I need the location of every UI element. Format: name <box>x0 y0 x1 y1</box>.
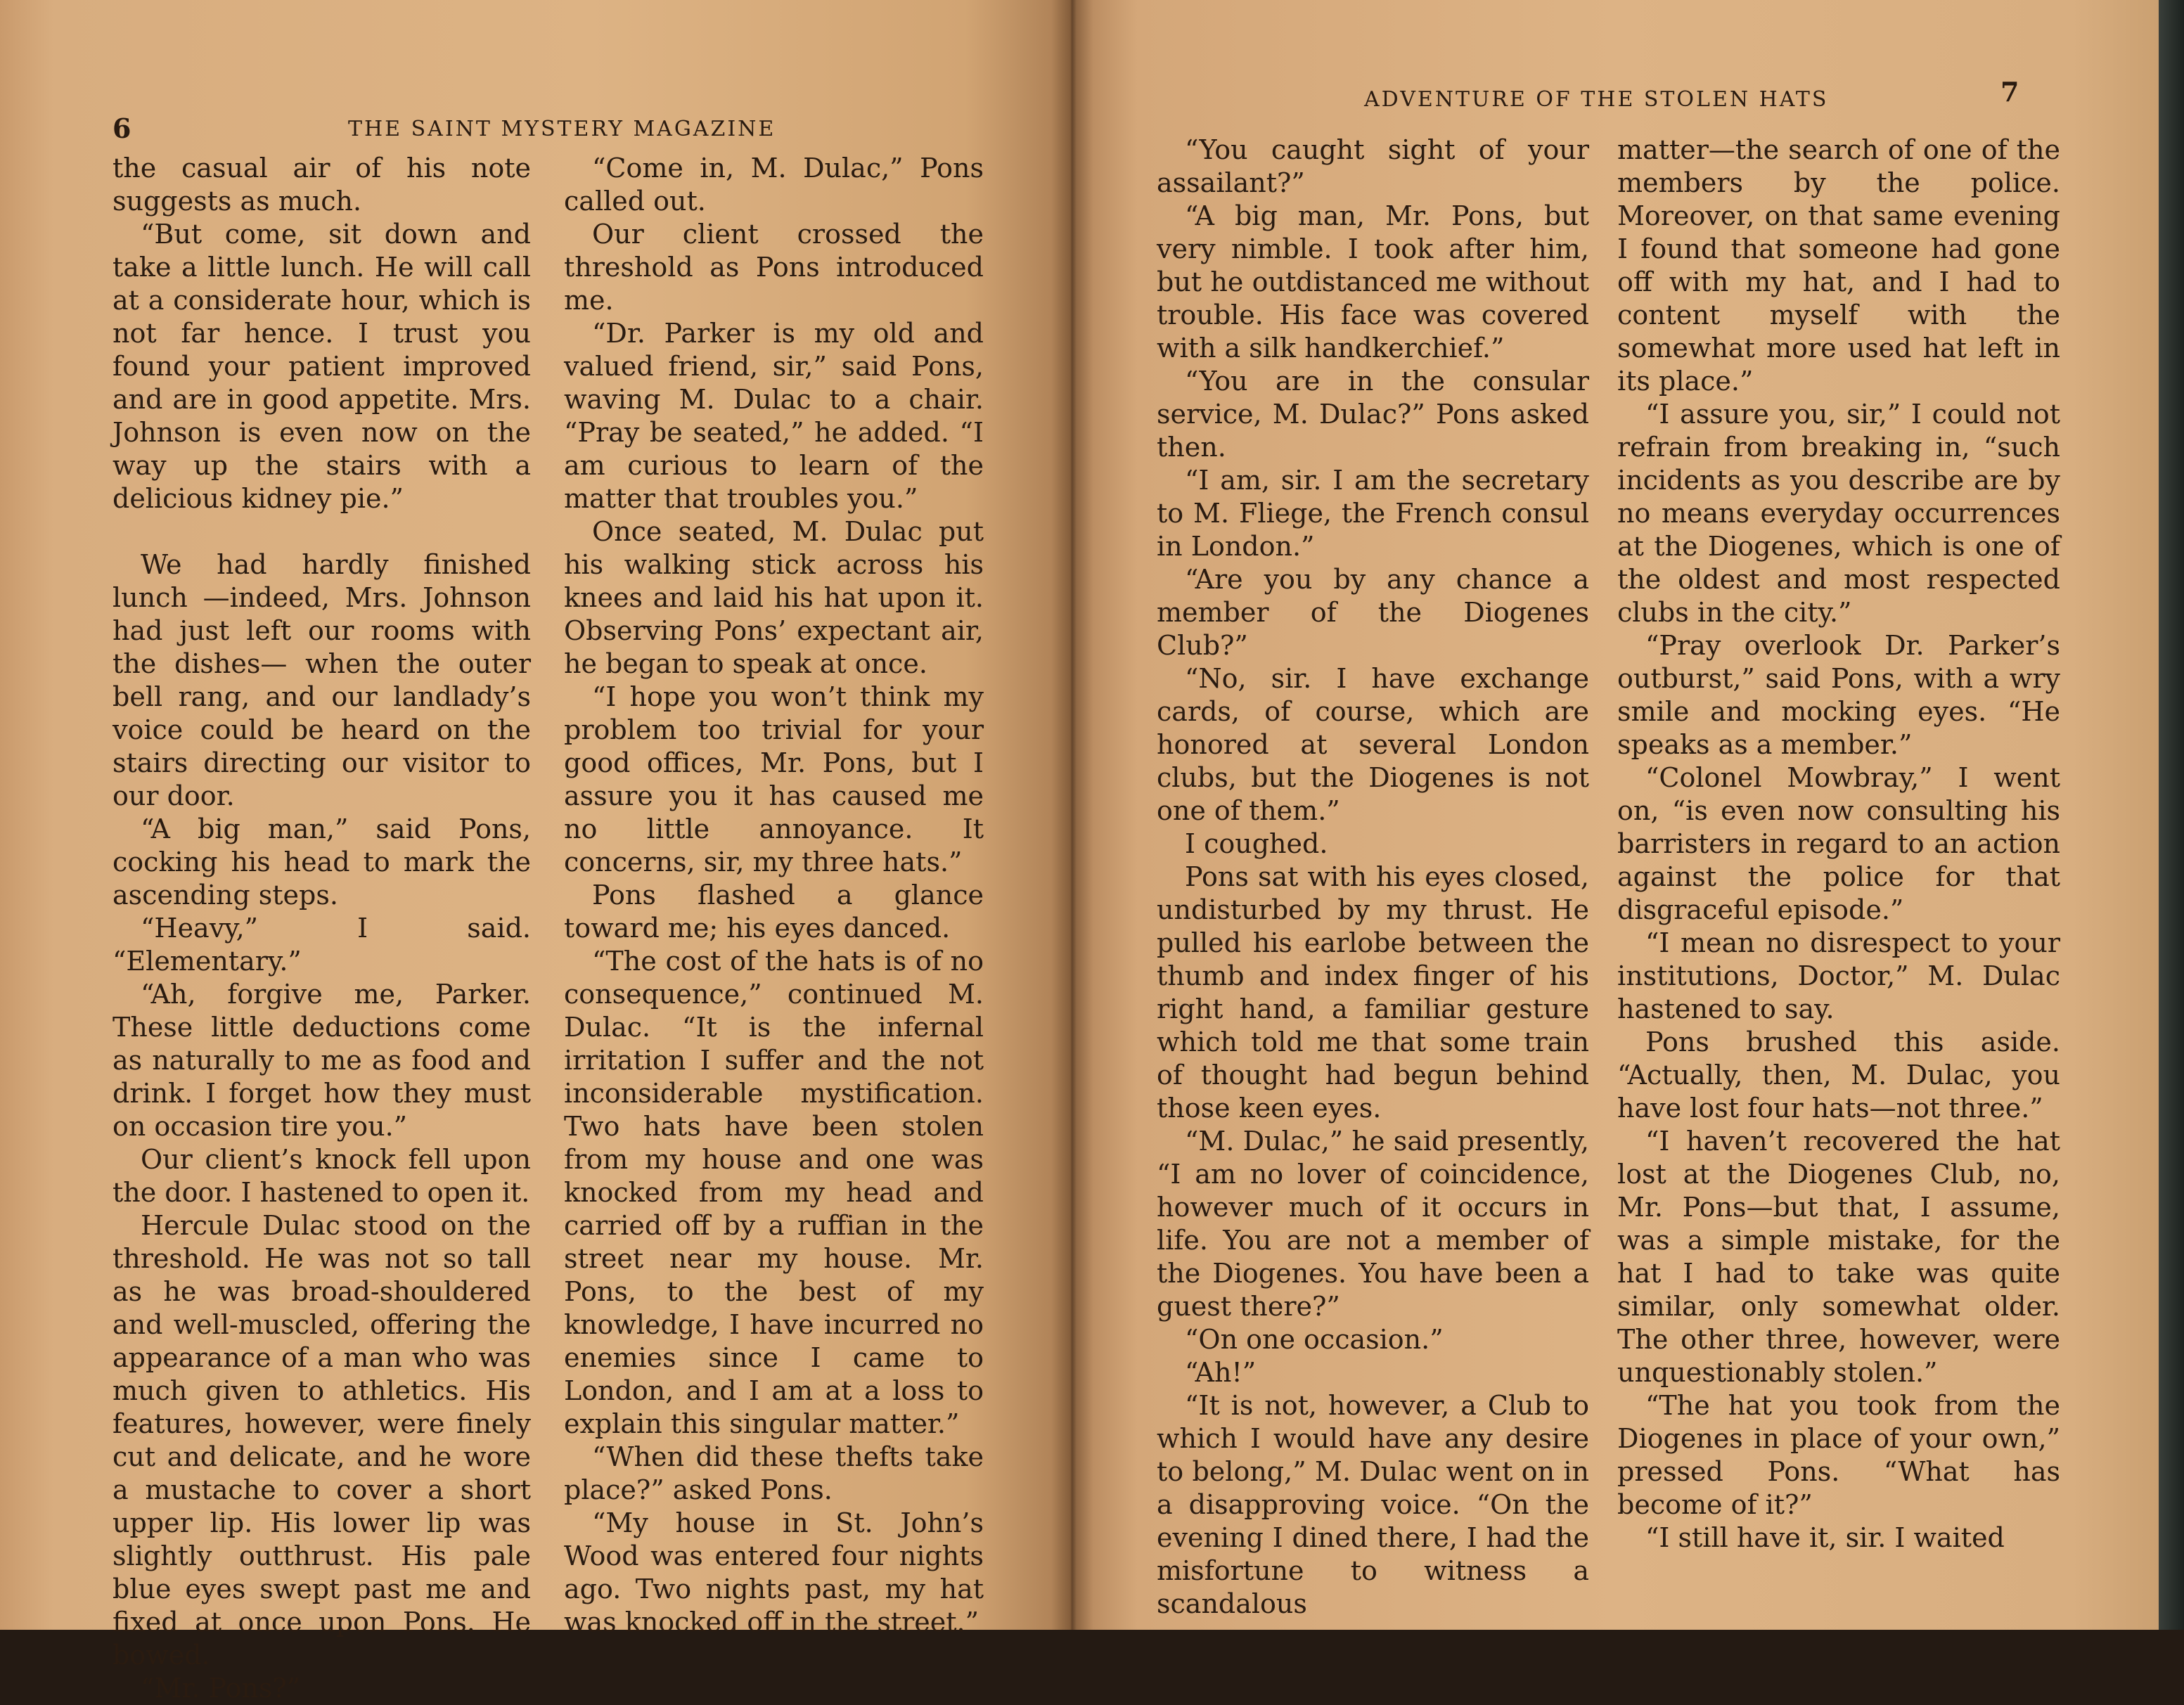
paragraph: “Come in, M. Dulac,” Pons called out. <box>564 153 984 217</box>
paragraph: “The hat you took from the Diogenes in place of your own,” pressed Pons. “What has become of it?” <box>1617 1390 2060 1520</box>
paragraph: “On one occasion.” <box>1185 1324 1444 1355</box>
paragraph: Pons brushed this aside. “Actually, then, M. Dulac, you have lost four hats—not three.” <box>1617 1027 2060 1124</box>
paragraph: “I still have it, sir. I waited <box>1645 1522 2005 1553</box>
paragraph: “I mean no disrespect to your institutions, Doctor,” M. Dulac hastened to say. <box>1617 927 2060 1024</box>
right-page-column-2 <box>1617 134 2060 1555</box>
left-page <box>0 0 1072 1704</box>
page-number-left: 6 <box>113 112 131 144</box>
paragraph: “I haven’t recovered the hat lost at the Diogenes Club, no, Mr. Pons—but that, I assume, was a simple mistake, for the hat I had to take was quite similar, only somewhat older. The other three, however, were unquestionably stolen.” <box>1617 1126 2060 1388</box>
paragraph: I coughed. <box>1185 828 1328 859</box>
paragraph: “My house in St. John’s Wood was entered four nights ago. Two nights past, my hat was knocked off in the street.” <box>564 1507 984 1638</box>
paragraph: “No, sir. I have exchange cards, of course, which are honored at several London clubs, but the Diogenes is not one of them.” <box>1157 663 1589 826</box>
paragraph: matter—the search of one of the members by the police. Moreover, on that same evening I found that someone had gone off with my hat, and I had to content myself with the somewhat more used hat left in its place.” <box>1617 134 2060 397</box>
paragraph: “The cost of the hats is of no consequence,” continued M. Dulac. “It is the infernal irritation I suffer and the not inconsiderable mystification. Two hats have been stolen from my house and one was knocked from my head and carried off by a ruffian in the street near my house. Mr. Pons, to the best of my knowledge, I have incurred no enemies since I came to London, and I am at a loss to explain this singular matter.” <box>564 946 984 1439</box>
paragraph: Once seated, M. Dulac put his walking stick across his knees and laid his hat upon it. Observing Pons’ expectant air, he began to speak at once. <box>564 516 984 679</box>
paragraph: “A big man, Mr. Pons, but very nimble. I took after him, but he outdistanced me without trouble. His face was covered with a silk handkerchief.” <box>1157 200 1589 363</box>
paragraph: the casual air of his note suggests as much. <box>113 153 531 217</box>
page-number-right: 7 <box>2000 76 2019 108</box>
paragraph: “I hope you won’t think my problem too trivial for your good offices, Mr. Pons, but I assure you it has caused me no little annoyance. It concerns, sir, my three hats.” <box>564 681 984 877</box>
paragraph: “Dr. Parker is my old and valued friend, sir,” said Pons, waving M. Dulac to a chair. “Pray be seated,” he added. “I am curious to learn of the matter that troubles you.” <box>564 318 984 514</box>
paragraph: “A big man,” said Pons, cocking his head to mark the ascending steps. <box>113 813 531 911</box>
paragraph: “Are you by any chance a member of the Diogenes Club?” <box>1157 564 1589 661</box>
paragraph: “It is not, however, a Club to which I would have any desire to belong,” M. Dulac went on in a disapproving voice. “On the evening I dined there, I had the misfortune to witness a scandalous <box>1157 1390 1589 1619</box>
paragraph: “Pray overlook Dr. Parker’s outburst,” said Pons, with a wry smile and mocking eyes. “He speaks as a member.” <box>1617 630 2060 760</box>
paragraph: Pons flashed a glance toward me; his eyes danced. <box>564 880 984 944</box>
paragraph: Pons sat with his eyes closed, undisturbed by my thrust. He pulled his earlobe between the thumb and index finger of his right hand, a familiar gesture which told me that some train of thought had begun behind those keen eyes. <box>1157 861 1589 1124</box>
paragraph: “Ah, forgive me, Parker. These little deductions come as naturally to me as food and drink. I forget how they must on occasion tire you.” <box>113 979 531 1142</box>
paragraph: Our client crossed the threshold as Pons introduced me. <box>564 219 984 316</box>
right-page-column-1 <box>1157 134 1589 1621</box>
cover-edge <box>2159 0 2184 1630</box>
paragraph: “Mr. Pons?” <box>141 1673 301 1704</box>
paragraph: Hercule Dulac stood on the threshold. He was not so tall as he was broad-shouldered and well-muscled, offering the appearance of a man who was much given to athletics. His features, however, were finely cut and delicate, and he wore a mustache to cover a short upper lip. His lower lip was slightly outthrust. His pale blue eyes swept past me and fixed at once upon Pons. He bowed. <box>113 1210 531 1671</box>
running-head-right: ADVENTURE OF THE STOLEN HATS <box>1364 87 1829 112</box>
left-page-column-2 <box>564 152 984 1639</box>
paragraph: Our client’s knock fell upon the door. I hastened to open it. <box>113 1144 531 1208</box>
book-gutter <box>1051 0 1093 1630</box>
paragraph: “When did these thefts take place?” asked Pons. <box>564 1441 984 1505</box>
paragraph: “But come, sit down and take a little lunch. He will call at a considerate hour, which is not far hence. I trust you found your patient improved and are in good appetite. Mrs. Johnson is even now on the way up the stairs with a delicious kidney pie.” <box>113 219 531 514</box>
paragraph: We had hardly finished lunch —indeed, Mrs. Johnson had just left our rooms with the dishes— when the outer bell rang, and our landlady’s voice could be heard on the stairs directing our visitor to our door. <box>113 549 531 811</box>
paragraph: “Ah!” <box>1185 1357 1257 1388</box>
paragraph: “M. Dulac,” he said presently, “I am no lover of coincidence, however much of it occurs in life. You are not a member of the Diogenes. You have been a guest there?” <box>1157 1126 1589 1322</box>
paragraph: “You caught sight of your assailant?” <box>1157 134 1589 198</box>
paragraph: “Colonel Mowbray,” I went on, “is even now consulting his barristers in regard to an action against the police for that disgraceful episode.” <box>1617 762 2060 925</box>
paragraph: “I assure you, sir,” I could not refrain from breaking in, “such incidents as you describe are by no means everyday occurrences at the Diogenes, which is one of the oldest and most respected clubs in the city.” <box>1617 399 2060 628</box>
running-head-left: THE SAINT MYSTERY MAGAZINE <box>348 117 776 141</box>
paragraph: “I am, sir. I am the secretary to M. Fliege, the French consul in London.” <box>1157 465 1589 562</box>
paragraph: “You are in the consular service, M. Dulac?” Pons asked then. <box>1157 366 1589 463</box>
left-page-column-1 <box>113 152 531 1705</box>
paragraph: “Heavy,” I said. “Elementary.” <box>113 913 531 977</box>
right-page <box>1072 0 2159 1630</box>
